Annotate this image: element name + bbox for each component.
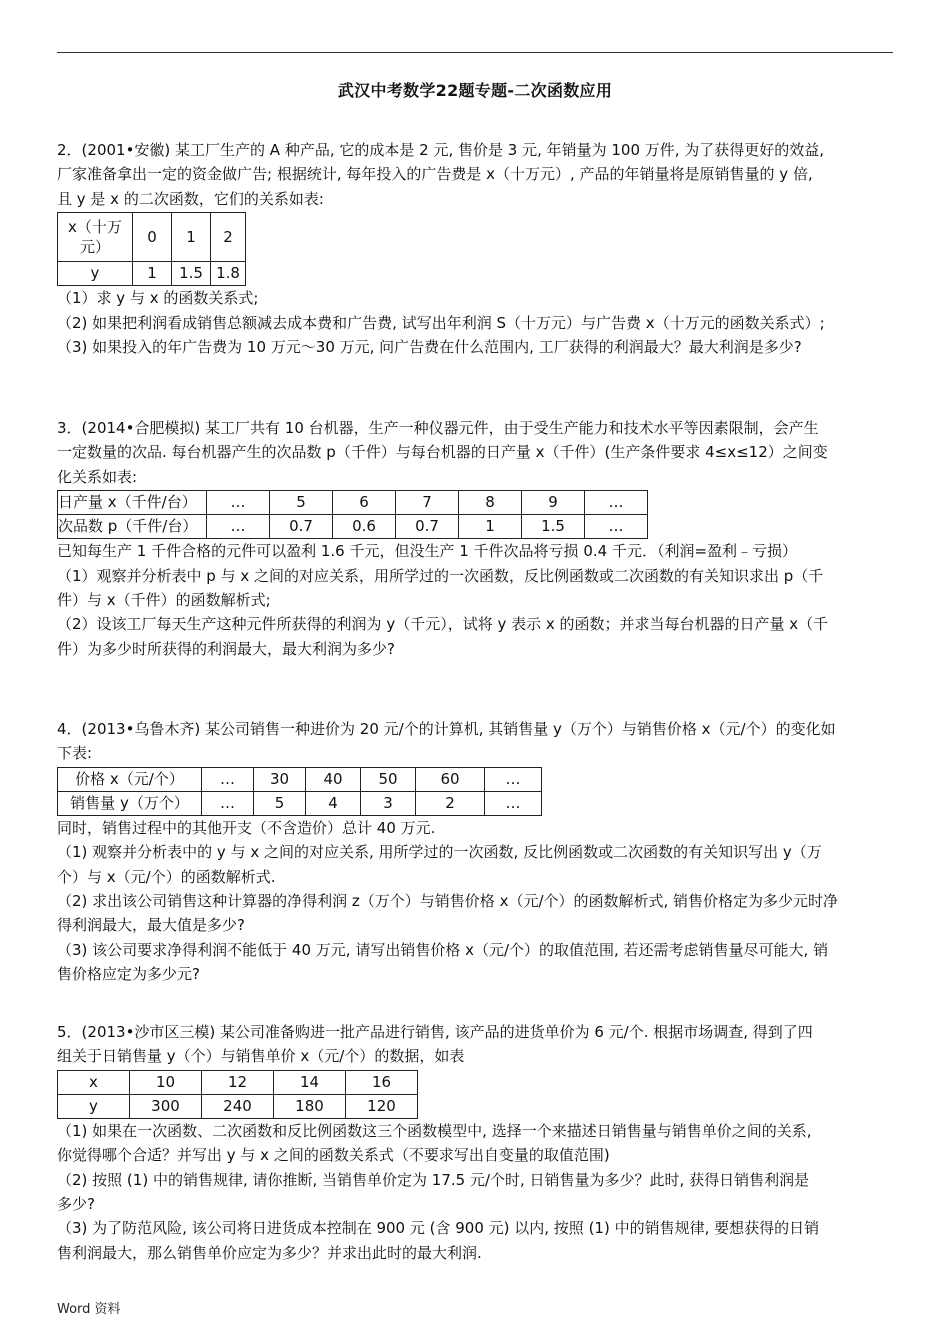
q3-part: （1）观察并分析表中 p 与 x 之间的对应关系，用所学过的一次函数，反比例函数或二次函数的有关知识求出 p（千 — [57, 566, 824, 585]
q3-line: 化关系如表: — [57, 467, 138, 486]
page-title: 武汉中考数学22题专题-二次函数应用 — [337, 81, 613, 100]
q4-line: 下表: — [57, 744, 93, 763]
q5-part: 售利润最大，那么销售单价应定为多少？并求出此时的最大利润. — [57, 1243, 482, 1262]
q5-line: 组关于日销售量 y（个）与销售单价 x（元/个）的数据，如表 — [57, 1047, 465, 1066]
q4-table-cell: … — [202, 767, 254, 791]
q5-part: 你觉得哪个合适？并写出 y 与 x 之间的函数关系式（不要求写出自变量的取值范围) — [57, 1146, 610, 1165]
q2-part: （3) 如果投入的年广告费为 10 万元～30 万元, 问广告费在什么范围内, 工厂获得的利润最大？最大利润是多少? — [57, 338, 802, 357]
q5-table-cell: 120 — [346, 1094, 418, 1118]
q2-line: 且 y 是 x 的二次函数，它们的关系如表: — [57, 189, 324, 208]
q2-part: （1）求 y 与 x 的函数关系式; — [57, 289, 259, 308]
q3-table-cell: 9 — [522, 491, 585, 515]
q3-table-cell: … — [585, 491, 648, 515]
q2-part: （2) 如果把利润看成销售总额减去成本费和广告费, 试写出年利润 S（十万元）与广告费 x（十万元的函数关系式）; — [57, 313, 825, 332]
q4-table — [57, 767, 542, 816]
q4-part: 个）与 x（元/个）的函数解析式. — [57, 867, 276, 886]
q5-table-cell: 14 — [274, 1070, 346, 1094]
question-3 — [57, 416, 897, 661]
q4-table-cell: … — [485, 791, 542, 815]
q3-part: 件）为多少时所获得的利润最大，最大利润为多少? — [57, 639, 395, 658]
question-2 — [57, 138, 897, 359]
q5-table-cell: 180 — [274, 1094, 346, 1118]
q5-table-cell: 240 — [202, 1094, 274, 1118]
q4-part: （3) 该公司要求净得利润不能低于 40 万元, 请写出销售价格 x（元/个）的取值范围, 若还需考虑销售量尽可能大, 销 — [57, 940, 829, 959]
q2-table-cell: 1 — [172, 213, 211, 262]
q3-line: 3．(2014•合肥模拟) 某工厂共有 10 台机器，生产一种仪器元件，由于受生产能力和技术水平等因素限制，会产生 — [57, 419, 819, 437]
q3-table-cell: 1 — [459, 515, 522, 539]
q3-part: 件）与 x（千件）的函数解析式; — [57, 591, 271, 610]
q4-part: 售价格应定为多少元? — [57, 965, 200, 984]
q3-table-cell: 5 — [270, 491, 333, 515]
q5-table-cell: 300 — [130, 1094, 202, 1118]
q4-table-cell: 30 — [254, 767, 306, 791]
q5-table-header: y — [58, 1094, 130, 1118]
question-4 — [57, 717, 897, 987]
q3-table-cell: … — [207, 515, 270, 539]
q2-table-header: x（十万 元） — [58, 213, 133, 262]
q4-table-cell: 4 — [306, 791, 361, 815]
question-5 — [57, 1020, 897, 1265]
q4-part: 得利润最大，最大值是多少? — [57, 916, 245, 935]
q4-table-cell: 50 — [361, 767, 416, 791]
q5-table-cell: 16 — [346, 1070, 418, 1094]
q5-part: （3) 为了防范风险, 该公司将日进货成本控制在 900 元 (含 900 元) 以内, 按照 (1) 中的销售规律, 要想获得的日销 — [57, 1219, 820, 1238]
q3-table-header: 次品数 p（千件/台） — [58, 515, 207, 539]
q2-line: 2．(2001•安徽) 某工厂生产的 A 种产品, 它的成本是 2 元, 售价是 3 元, 年销量为 100 万件, 为了获得更好的效益, — [57, 141, 825, 159]
q4-part: （2) 求出该公司销售这种计算器的净得利润 z（万个）与销售价格 x（元/个）的函数解析式, 销售价格定为多少元时净 — [57, 892, 839, 911]
q2-table-cell: 1.5 — [172, 262, 211, 286]
q3-table-cell: 8 — [459, 491, 522, 515]
q2-table-cell: 2 — [211, 213, 246, 262]
q3-table — [57, 490, 648, 539]
q4-table-cell: 5 — [254, 791, 306, 815]
q3-part: （2）设该工厂每天生产这种元件所获得的利润为 y（千元），试将 y 表示 x 的函数；并求当每台机器的日产量 x（千 — [57, 615, 829, 634]
q3-line: 一定数量的次品. 每台机器产生的次品数 p（千件）与每台机器的日产量 x（千件）(生产条件要求 4≤x≤12）之间变 — [57, 443, 828, 462]
q3-part: 已知每生产 1 千件合格的元件可以盈利 1.6 千元，但没生产 1 千件次品将亏损 0.4 千元．（利润=盈利﹣亏损） — [57, 542, 798, 561]
q2-table-cell: 1.8 — [211, 262, 246, 286]
q4-table-header: 销售量 y（万个） — [58, 791, 202, 815]
q5-table — [57, 1070, 418, 1119]
q5-table-cell: 12 — [202, 1070, 274, 1094]
header-rule — [57, 52, 893, 53]
q4-table-cell: … — [202, 791, 254, 815]
q4-line: 4．(2013•乌鲁木齐) 某公司销售一种进价为 20 元/个的计算机, 其销售量 y（万个）与销售价格 x（元/个）的变化如 — [57, 720, 836, 738]
q5-part: （1) 如果在一次函数、二次函数和反比例函数这三个函数模型中, 选择一个来描述日销售量与销售单价之间的关系, — [57, 1121, 812, 1140]
q5-line: 5．(2013•沙市区三模) 某公司准备购进一批产品进行销售, 该产品的进货单价为 6 元/个. 根据市场调查, 得到了四 — [57, 1023, 813, 1041]
q3-table-cell: 1.5 — [522, 515, 585, 539]
q3-table-cell: 0.7 — [396, 515, 459, 539]
q3-table-cell: 7 — [396, 491, 459, 515]
q5-table-header: x — [58, 1070, 130, 1094]
q3-table-header: 日产量 x（千件/台） — [58, 491, 207, 515]
q4-table-header: 价格 x（元/个） — [58, 767, 202, 791]
q2-table — [57, 212, 246, 286]
q2-table-header: y — [58, 262, 133, 286]
q5-table-cell: 10 — [130, 1070, 202, 1094]
q3-table-cell: … — [585, 515, 648, 539]
q3-table-cell: … — [207, 491, 270, 515]
q4-table-cell: 3 — [361, 791, 416, 815]
q3-table-cell: 0.6 — [333, 515, 396, 539]
q4-part: 同时，销售过程中的其他开支（不含造价）总计 40 万元. — [57, 818, 436, 837]
q4-part: （1) 观察并分析表中的 y 与 x 之间的对应关系, 用所学过的一次函数, 反比例函数或二次函数的有关知识写出 y（万 — [57, 843, 822, 862]
footer-label: Word 资料 — [57, 1302, 121, 1317]
q2-table-cell: 0 — [133, 213, 172, 262]
q2-line: 厂家准备拿出一定的资金做广告; 根据统计, 每年投入的广告费是 x（十万元）, 产品的年销量将是原销售量的 y 倍, — [57, 165, 813, 184]
q3-table-cell: 6 — [333, 491, 396, 515]
q4-table-cell: 2 — [416, 791, 485, 815]
q3-table-cell: 0.7 — [270, 515, 333, 539]
q4-table-cell: 40 — [306, 767, 361, 791]
q4-table-cell: … — [485, 767, 542, 791]
q5-part: （2) 按照 (1) 中的销售规律, 请你推断, 当销售单价定为 17.5 元/个时, 日销售量为多少？此时, 获得日销售利润是 — [57, 1170, 810, 1189]
q4-table-cell: 60 — [416, 767, 485, 791]
q2-table-cell: 1 — [133, 262, 172, 286]
q5-part: 多少? — [57, 1195, 95, 1214]
